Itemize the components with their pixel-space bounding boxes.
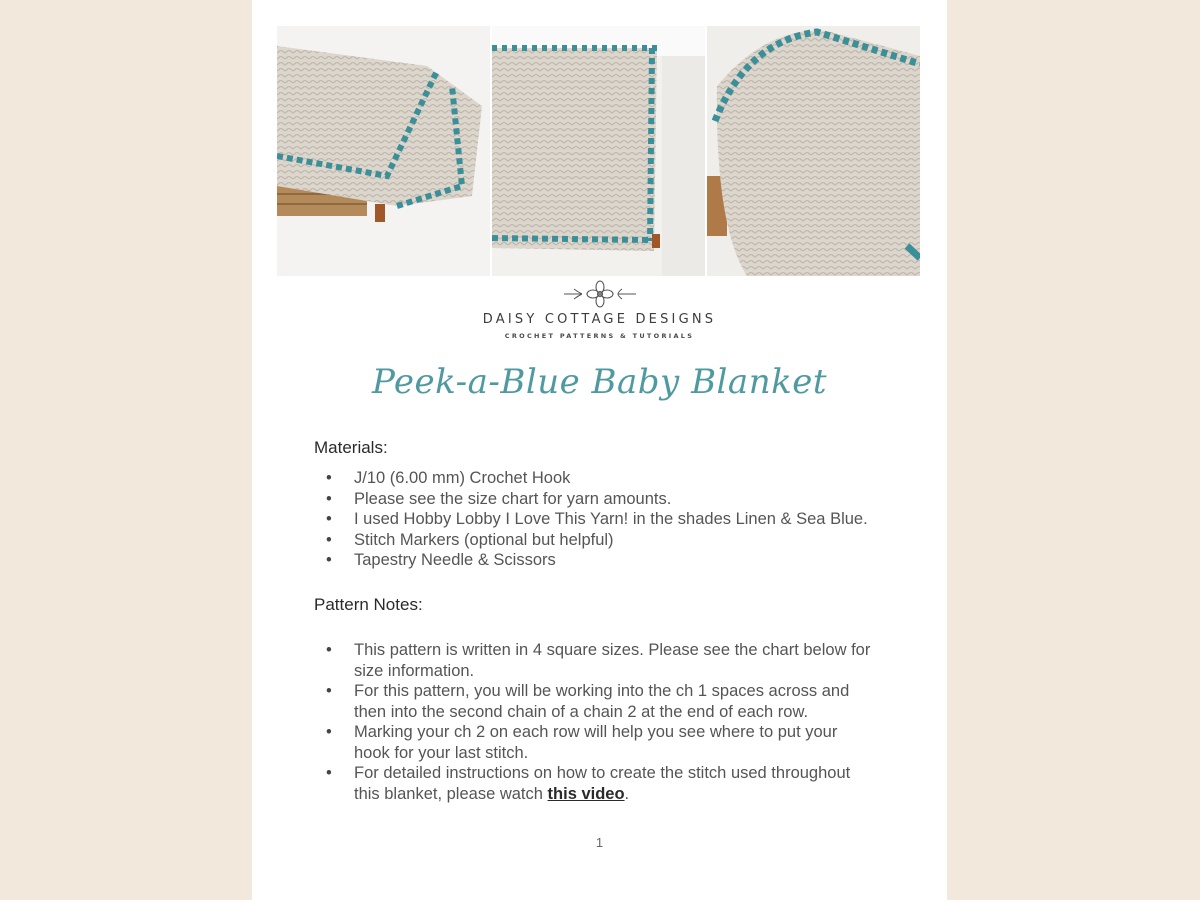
video-link[interactable]: this video bbox=[547, 784, 625, 803]
list-item: • For this pattern, you will be working into the ch 1 spaces across and then into the second chain of a chain 2 at the end of each row. bbox=[326, 682, 850, 721]
pattern-notes-heading: Pattern Notes: bbox=[314, 595, 423, 614]
list-item: • This pattern is written in 4 square sizes. Please see the chart below for size information. bbox=[326, 641, 871, 680]
list-item: • For detailed instructions on how to create the stitch used throughout this blanket, please watch this video. bbox=[326, 764, 851, 803]
folded-blanket-photo bbox=[277, 26, 490, 276]
list-item: • I used Hobby Lobby I Love This Yarn! in the shades Linen & Sea Blue. bbox=[326, 510, 868, 528]
pattern-notes-list bbox=[314, 640, 874, 804]
list-item: • Please see the size chart for yarn amounts. bbox=[326, 489, 672, 508]
list-item: • Tapestry Needle & Scissors bbox=[326, 551, 556, 569]
list-item: • Stitch Markers (optional but helpful) bbox=[326, 530, 614, 549]
pattern-title: Peek-a-Blue Baby Blanket bbox=[372, 362, 827, 402]
materials-heading: Materials: bbox=[314, 438, 388, 457]
draped-blanket-photo bbox=[492, 26, 705, 276]
materials-list bbox=[314, 468, 894, 571]
brand-tagline: CROCHET PATTERNS & TUTORIALS bbox=[504, 332, 695, 340]
brand-name: DAISY COTTAGE DESIGNS bbox=[482, 312, 717, 327]
document-page bbox=[252, 0, 947, 900]
photo-strip bbox=[277, 26, 922, 276]
daisy-flower-icon bbox=[252, 280, 947, 313]
blanket-corner-photo bbox=[707, 26, 920, 276]
page-number: 1 bbox=[595, 835, 604, 850]
list-item: • Marking your ch 2 on each row will help you see where to put your hook for your last stitch. bbox=[326, 723, 838, 762]
list-item: • J/10 (6.00 mm) Crochet Hook bbox=[326, 469, 571, 487]
